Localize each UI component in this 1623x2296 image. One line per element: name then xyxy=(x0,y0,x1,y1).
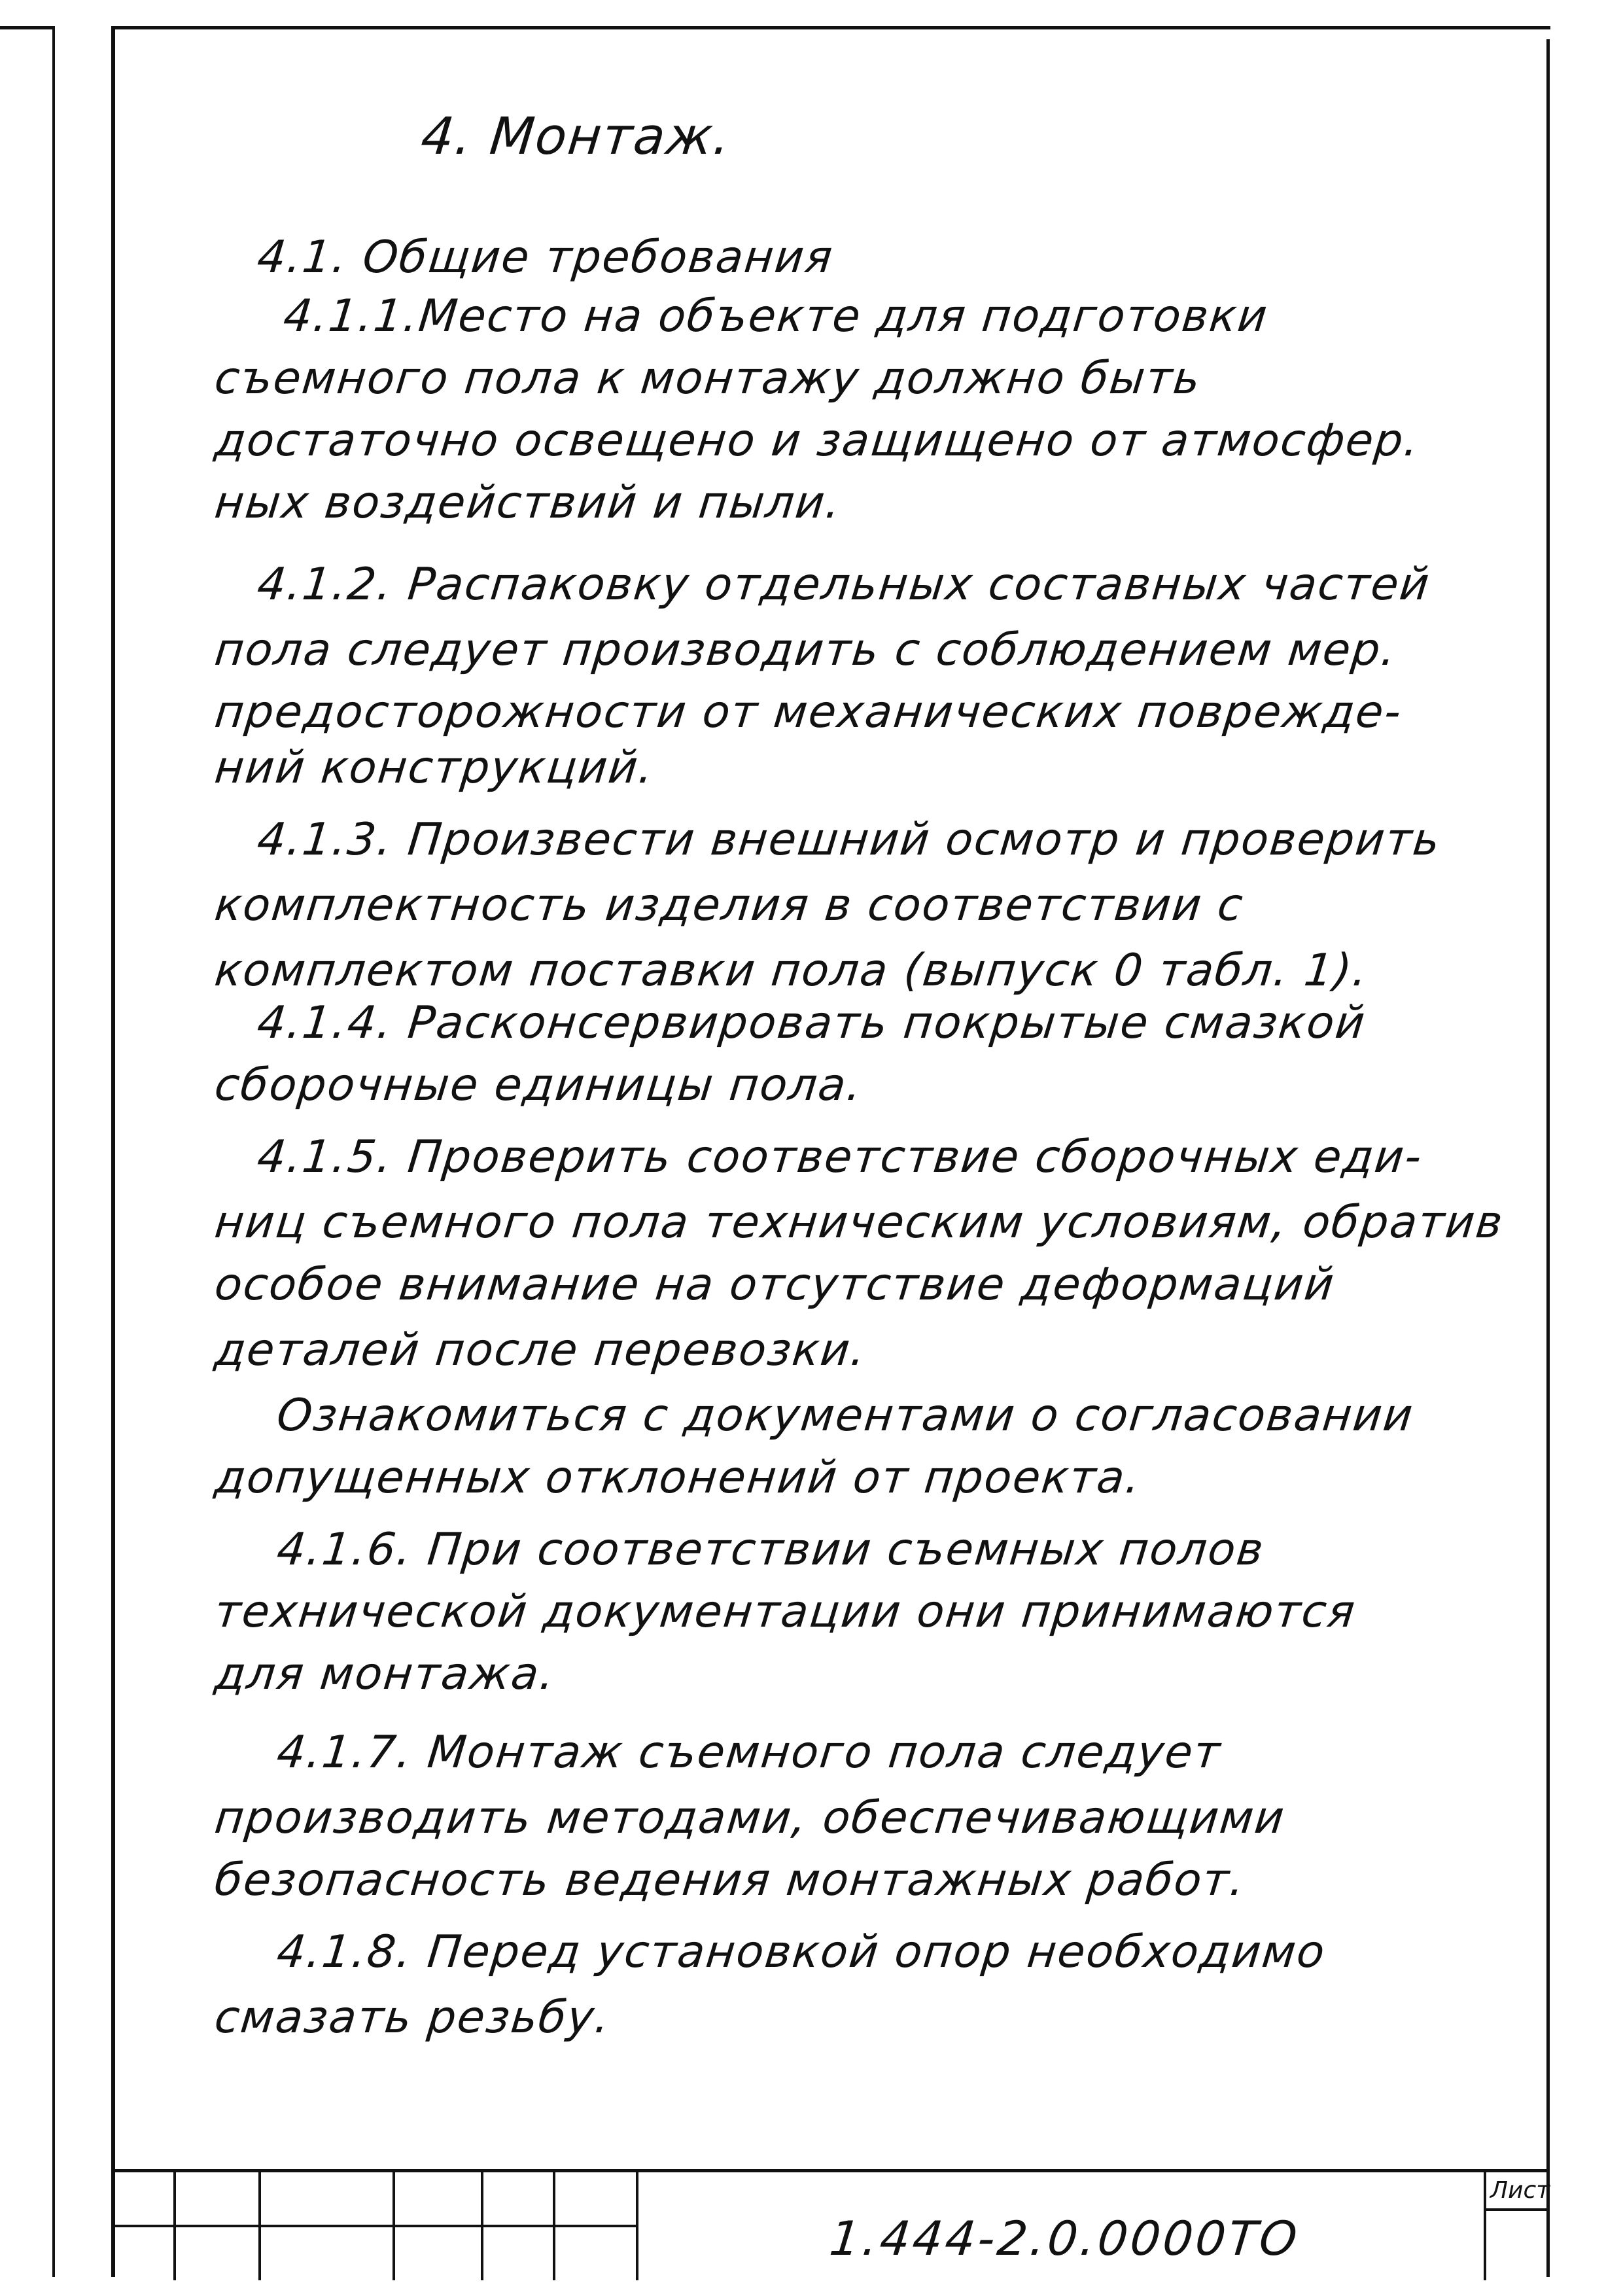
text-line: 4.1.3. Произвести внешний осмотр и проверить xyxy=(254,814,1444,866)
frame-left-margin-mark xyxy=(52,26,55,2277)
text-line: съемного пола к монтажу должно быть xyxy=(212,353,1204,404)
text-line: 4.1.6. При соответствии съемных полов xyxy=(274,1524,1267,1576)
title-block-col-line xyxy=(636,2169,638,2280)
text-line: ний конструкций. xyxy=(212,742,657,794)
text-line: комплектом поставки пола (выпуск 0 табл. 1). xyxy=(212,945,1371,997)
text-line: 4.1.7. Монтаж съемного пола следует xyxy=(274,1727,1224,1778)
title-block-row-line xyxy=(115,2225,638,2227)
title-block-col-line xyxy=(173,2169,176,2280)
text-line: ных воздействий и пыли. xyxy=(212,477,844,529)
text-line: комплектность изделия в соответствии с xyxy=(212,879,1247,931)
document-designation: 1.444-2.0.0000ТО xyxy=(827,2211,1302,2266)
text-line: технической документации они принимаются xyxy=(212,1586,1359,1638)
text-line: 4.1. Общие требования xyxy=(254,232,836,283)
sheet-label: Лист xyxy=(1490,2177,1550,2204)
frame-right-line xyxy=(1546,39,1550,2277)
text-line: 4.1.5. Проверить соответствие сборочных еди- xyxy=(254,1131,1425,1183)
text-line: предосторожности от механических поврежде- xyxy=(212,686,1405,738)
title-block-col-line xyxy=(258,2169,261,2280)
text-line: достаточно освещено и защищено от атмосфер. xyxy=(212,415,1423,467)
text-line: 4.1.4. Расконсервировать покрытые смазкой xyxy=(254,997,1369,1049)
title-block-top-line xyxy=(115,2169,1548,2172)
text-line: пола следует производить с соблюдением мер. xyxy=(212,624,1400,676)
text-line: производить методами, обеспечивающими xyxy=(212,1792,1288,1844)
frame-top-line xyxy=(111,26,1550,29)
text-line: сборочные единицы пола. xyxy=(212,1059,865,1111)
text-line: ниц съемного пола техническим условиям, обратив xyxy=(212,1197,1507,1248)
text-line: деталей после перевозки. xyxy=(212,1324,869,1376)
section-title: 4. Монтаж. xyxy=(418,107,735,166)
title-block-col-line xyxy=(481,2169,483,2280)
text-line: допущенных отклонений от проекта. xyxy=(212,1452,1144,1504)
text-line: для монтажа. xyxy=(212,1648,558,1700)
text-line: безопасность ведения монтажных работ. xyxy=(212,1854,1249,1906)
text-line: 4.1.1.Место на объекте для подготовки xyxy=(281,291,1271,342)
text-line: смазать резьбу. xyxy=(212,1992,614,2043)
frame-corner-mark xyxy=(0,26,55,29)
sheet-cell-left-line xyxy=(1484,2169,1486,2280)
text-line: 4.1.2. Распаковку отдельных составных частей xyxy=(254,559,1433,610)
text-line: особое внимание на отсутствие деформаций xyxy=(212,1259,1338,1311)
frame-left-line xyxy=(111,26,115,2277)
text-line: 4.1.8. Перед установкой опор необходимо xyxy=(274,1926,1329,1978)
title-block-col-line xyxy=(393,2169,395,2280)
title-block-col-line xyxy=(553,2169,555,2280)
sheet-cell-mid-line xyxy=(1484,2208,1548,2211)
text-line: Ознакомиться с документами о согласовании xyxy=(274,1390,1416,1441)
